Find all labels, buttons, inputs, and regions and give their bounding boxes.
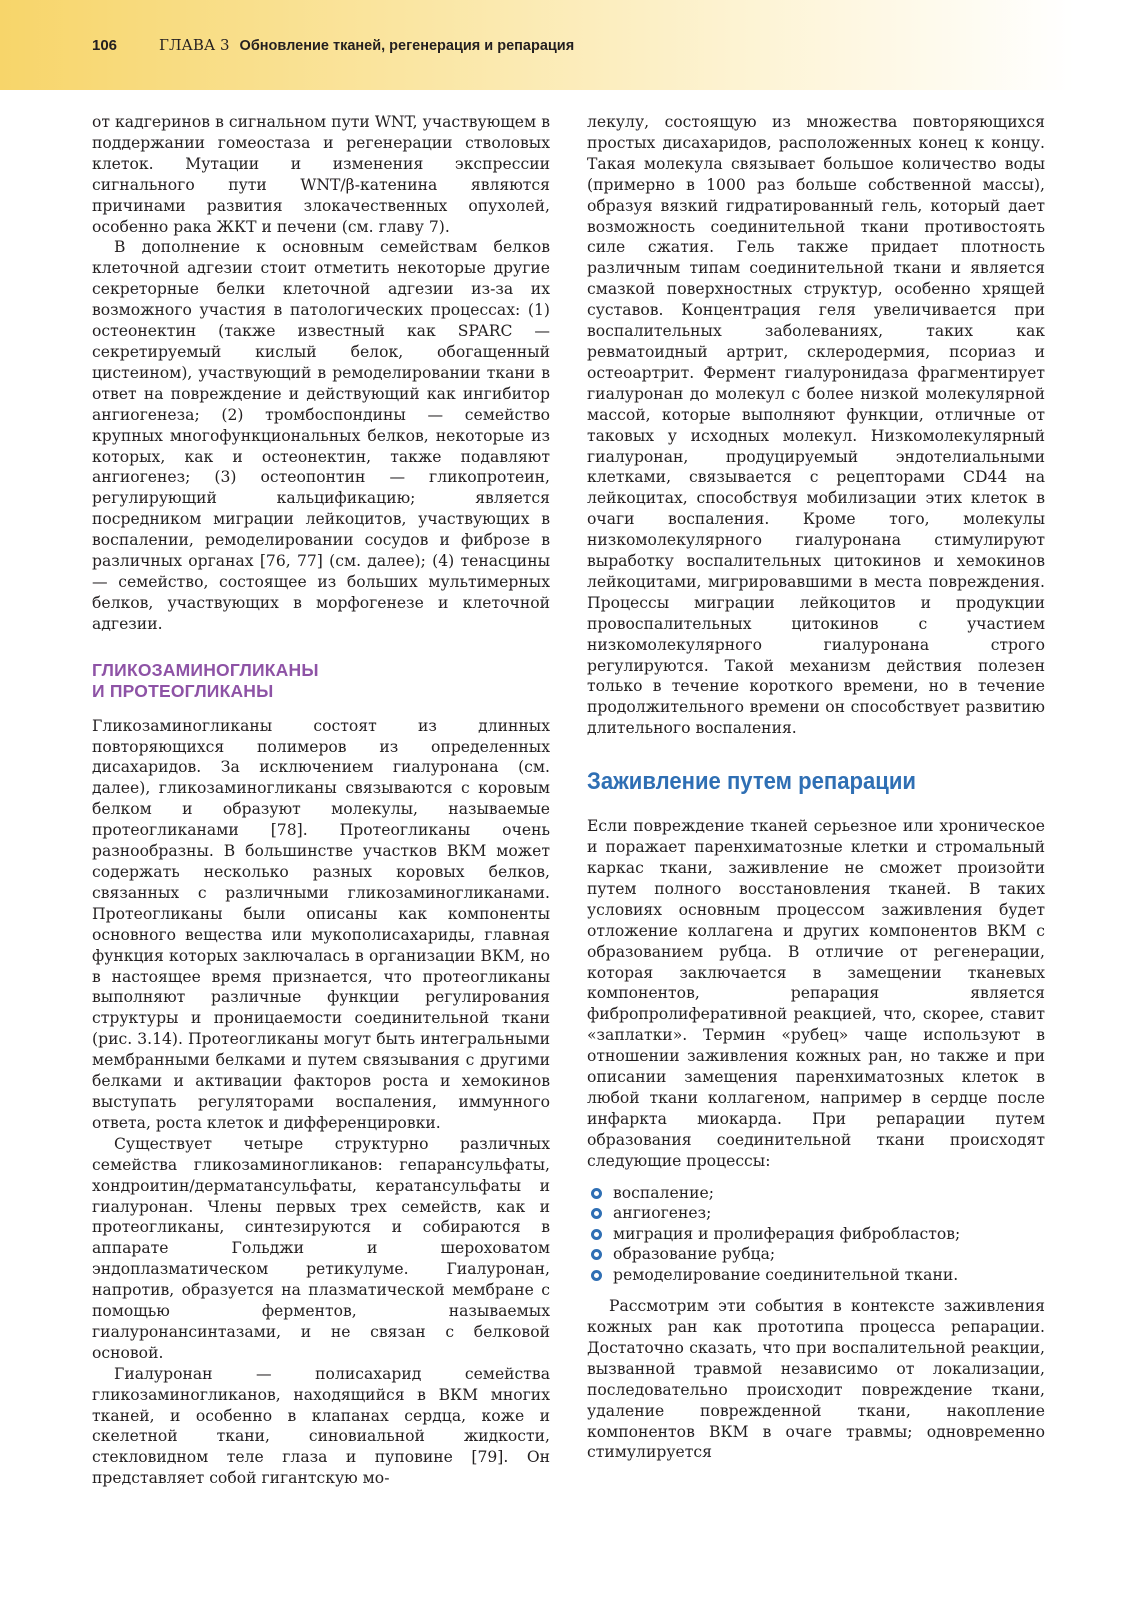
list-item (587, 1224, 1045, 1245)
paragraph: Гликозаминогликаны состоят из длинных повторяющихся полимеров из определенных дисахаридов. За исключением гиалуронана (см. далее), гликозаминогликаны связываются с коровым белком и образуют молекулы, называемые протеогликанами [78]. Протеогликаны очень разнообразны. В большинстве участков ВКМ может содержать несколько разных коровых белков, связанных с различными гликозаминогликанами. Протеогликаны были описаны как компоненты основного вещества или мукополисахариды, главная функция которых заключалась в организации ВКМ, но в настоящее время признается, что протеогликаны выполняют различные функции регулирования структуры и проницаемости соединительной ткани (рис. 3.14). Протеогликаны могут быть интегральными мембранными белками и путем связывания с другими белками и активации факторов роста и хемокинов выступать регуляторами воспаления, иммунного ответа, роста клеток и дифференцировки. (92, 716, 550, 1132)
paragraph: В дополнение к основным семействам белков клеточной адгезии стоит отметить некоторые другие секреторные белки клеточной адгезии из-за их возможного участия в патологических процессах: (1) остеонектин (также известный как SPARC — секретируемый кислый белок, обогащенный цистеином), участвующий в ремоделировании ткани в ответ на повреждение и действующий как ингибитор ангиогенеза; (2) тромбоспондины — семейство крупных многофункциональных белков, некоторые из которых, как и остеонектин, также подавляют ангиогенез; (3) остеопонтин — гликопротеин, регулирующий кальцификацию; является посредником миграции лейкоцитов, участвующих в воспалении, ремоделировании сосудов и фиброзе в различных органах [76, 77] (см. далее); (4) тенасцины — семейство, состоящее из больших мультимерных белков, участвующих в морфогенезе и клеточной адгезии. (92, 238, 550, 633)
list-item-text: образование рубца; (613, 1245, 776, 1264)
paragraph: Гиалуронан — полисахарид семейства гликозаминогликанов, находящийся в ВКМ многих тканей, и особенно в клапанах сердца, коже и скелетной ткани, синовиальной жидкости, стекловидном теле глаза и пуповине [79]. Он представляет собой гигантскую мо- (92, 1364, 550, 1488)
list-item-text: миграция и пролиферация фибробластов; (613, 1224, 961, 1243)
section-heading-repair: Заживление путем репарации (587, 768, 917, 796)
paragraph: лекулу, состоящую из множества повторяющихся простых дисахаридов, расположенных конец к концу. Такая молекула связывает большое количество воды (примерно в 1000 раз больше собственной массы), образуя вязкий гидратированный гель, который дает возможность соединительной ткани противостоять силе сжатия. Гель также придает плотность различным типам соединительной ткани и является смазкой поверхностных структур, особенно хрящей суставов. Концентрация геля увеличивается при воспалительных заболеваниях, таких как ревматоидный артрит, склеродермия, псориаз и остеоартрит. Фермент гиалуронидаза фрагментирует гиалуронан до молекул с более низкой молекулярной массой, которые выполняют функции, отличные от таковых у исходных молекул. Низкомолекулярный гиалуронан, продуцируемый эндотелиальными клетками, связывается с рецепторами CD44 на лейкоцитах, способствуя мобилизации этих клеток в очаги воспаления. Кроме того, молекулы низкомолекулярного гиалуронана стимулируют выработку воспалительных цитокинов и хемокинов лейкоцитами, мигрировавшими в места повреждения. Процессы миграции лейкоцитов и продукции провоспалительных цитокинов с участием низкомолекулярного гиалуронана строго регулируются. Такой механизм действия полезен только в течение короткого времени, но в течение продолжительного времени он способствует развитию длительного воспаления. (587, 113, 1045, 738)
circle-bullet-icon (591, 1229, 602, 1240)
list-item-text: ремоделирование соединительной ткани. (613, 1265, 959, 1284)
page-number: 106 (92, 37, 118, 54)
list-item (587, 1265, 1045, 1286)
paragraph: от кадгеринов в сигнальном пути WNT, участвующем в поддержании гомеостаза и регенерации стволовых клеток. Мутации и изменения экспрессии сигнального пути WNT/β-катенина являются причинами развития злокачественных опухолей, особенно рака ЖКТ и печени (см. главу 7). (92, 113, 550, 236)
right-column (587, 112, 1045, 1463)
section-heading-glycosaminoglycans (92, 660, 550, 702)
list-item (587, 1203, 1045, 1224)
heading-line: ГЛИКОЗАМИНОГЛИКАНЫ (92, 659, 319, 680)
circle-bullet-icon (591, 1270, 602, 1281)
circle-bullet-icon (591, 1188, 602, 1199)
paragraph: Если повреждение тканей серьезное или хроническое и поражает паренхиматозные клетки и стромальный каркас ткани, заживление не сможет произойти путем полного восстановления тканей. В таких условиях основным процессом заживления будет отложение коллагена и других компонентов ВКМ с образованием рубца. В отличие от регенерации, которая заключается в замещении тканевых компонентов, репарация является фибропролиферативной реакцией, что, скорее, ставит «заплатки». Термин «рубец» чаще используют в отношении заживления кожных ран, но также и при описании замещения паренхиматозных клеток в любой ткани коллагеном, например в сердце после инфаркта миокарда. При репарации путем образования соединительной ткани происходят следующие процессы: (587, 817, 1045, 1170)
list-item-text: ангиогенез; (613, 1204, 712, 1223)
circle-bullet-icon (591, 1208, 602, 1219)
paragraph: Существует четыре структурно различных семейства гликозаминогликанов: гепарансульфаты, хондроитин/дерматансульфаты, кератансульфаты и гиалуронан. Члены первых трех семейств, как и протеогликаны, синтезируются и собираются в аппарате Гольджи и шероховатом эндоплазматическом ретикулуме. Гиалуронан, напротив, образуется на плазматической мембране с помощью ферментов, называемых гиалуронансинтазами, и не связан с белковой основой. (92, 1134, 550, 1362)
bullet-list (587, 1183, 1045, 1286)
list-item (587, 1183, 1045, 1204)
chapter-label: ГЛАВА 3 (159, 36, 230, 54)
paragraph: Рассмотрим эти события в контексте заживления кожных ран как прототипа процесса репарации. Достаточно сказать, что при воспалительной реакции, вызванной травмой независимо от локализации, последовательно происходит повреждение ткани, удаление поврежденной ткани, накопление компонентов ВКМ в очаге травмы; одновременно стимулируется (587, 1297, 1045, 1462)
left-column (92, 112, 550, 1489)
heading-line: И ПРОТЕОГЛИКАНЫ (92, 680, 274, 701)
running-header (92, 36, 574, 58)
list-item-text: воспаление; (613, 1183, 714, 1202)
chapter-title: Обновление тканей, регенерация и репарация (239, 38, 575, 54)
list-item (587, 1244, 1045, 1265)
circle-bullet-icon (591, 1249, 602, 1260)
